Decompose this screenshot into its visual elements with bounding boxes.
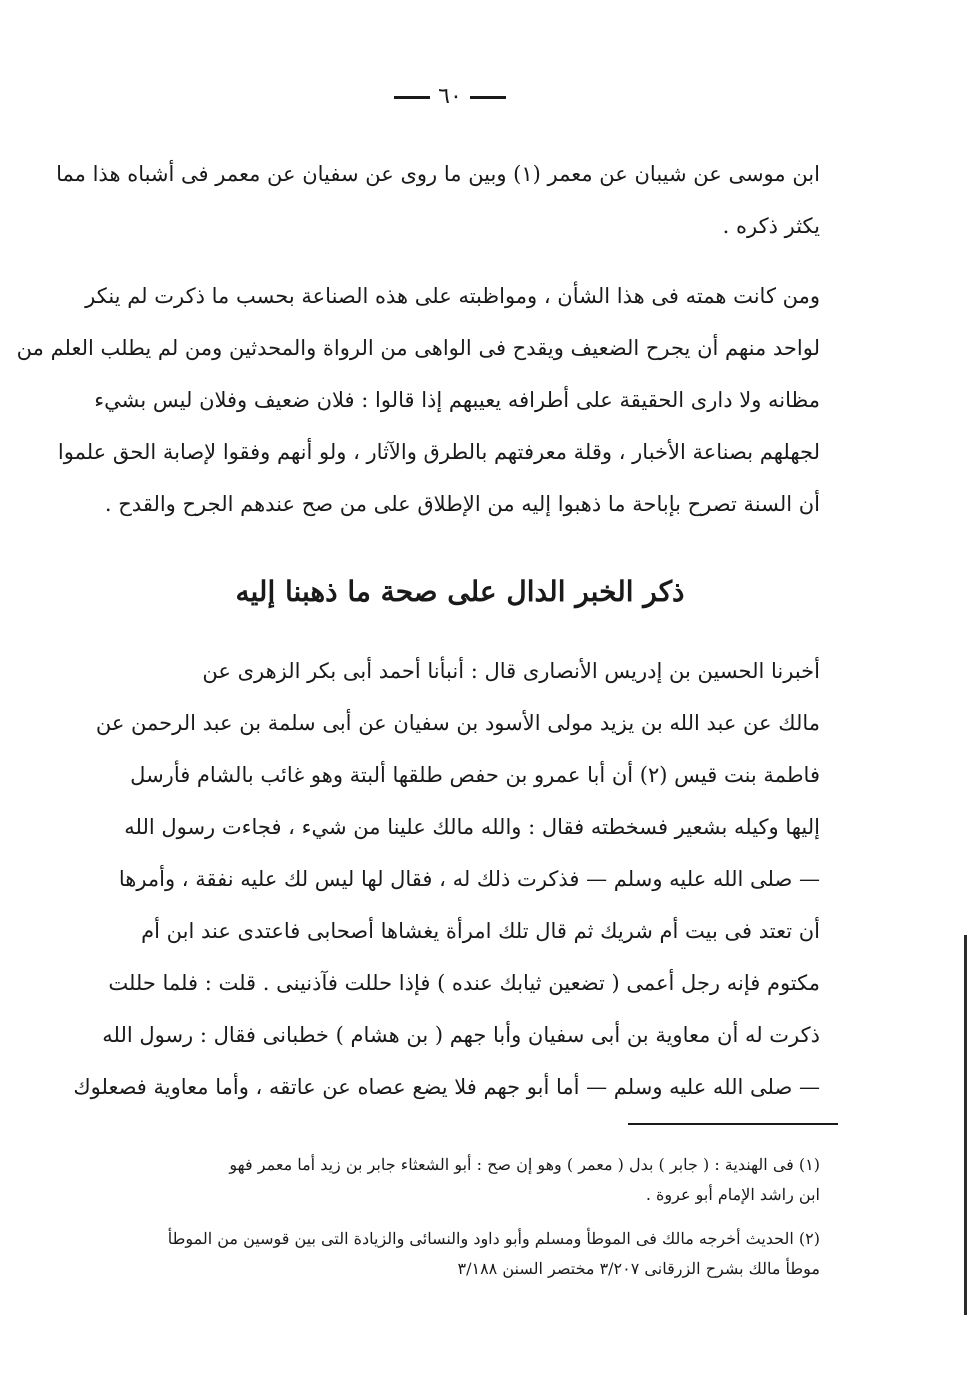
page-number-dash-left	[470, 96, 506, 99]
footnote-divider	[628, 1123, 838, 1125]
paragraph-2-line: أن السنة تصرح بإباحة ما ذهبوا إليه من الإطلاق على من صح عندهم الجرح والقدح .	[104, 492, 820, 516]
page-number	[0, 84, 900, 109]
paragraph-1	[56, 148, 820, 252]
paragraph-3-line: ذكرت له أن معاوية بن أبى سفيان وأبا جهم ( بن هشام ) خطبانى فقال : رسول الله	[102, 1023, 820, 1047]
paragraph-3-line: — صلى الله عليه وسلم — فذكرت ذلك له ، فقال لها ليس لك عليه نفقة ، وأمرها	[118, 867, 820, 891]
paragraph-2-line: ومن كانت همته فى هذا الشأن ، ومواظبته على هذه الصناعة بحسب ما ذكرت لم ينكر	[85, 284, 820, 308]
paragraph-2-line: لجهلهم بصناعة الأخبار ، وقلة معرفتهم بالطرق والآثار ، ولو أنهم وفقوا لإصابة الحق علموا	[57, 440, 820, 464]
paragraph-3-line: فاطمة بنت قيس (٢) أن أبا عمرو بن حفص طلقها ألبتة وهو غائب بالشام فأرسل	[130, 763, 820, 787]
paragraph-1-line: ابن موسى عن شيبان عن معمر (١) وبين ما روى عن سفيان عن معمر فى أشباه هذا مما	[56, 162, 820, 186]
paragraph-3-line: مالك عن عبد الله بن يزيد مولى الأسود بن سفيان عن أبى سلمة بن عبد الرحمن عن	[95, 711, 820, 735]
paragraph-2-line: مظانه ولا دارى الحقيقة على أطرافه يعيبهم إذا قالوا : فلان ضعيف وفلان ليس بشيء	[94, 388, 820, 412]
paragraph-2-line: لواحد منهم أن يجرح الضعيف ويقدح فى الواهى من الرواة والمحدثين ومن لم يطلب العلم من	[16, 336, 820, 360]
scan-edge-mark	[964, 935, 967, 1315]
footnote-1-line: ابن راشد الإمام أبو عروة .	[645, 1185, 820, 1204]
paragraph-1-line: يكثر ذكره .	[722, 214, 820, 238]
page-number-text: ٦٠	[438, 84, 462, 109]
section-heading: ذكر الخبر الدال على صحة ما ذهبنا إليه	[235, 575, 685, 608]
paragraph-3-line: إليها وكيله بشعير فسخطته فقال : والله مالك علينا من شيء ، فجاءت رسول الله	[124, 815, 820, 839]
paragraph-3-line: أخبرنا الحسين بن إدريس الأنصارى قال : أنبأنا أحمد أبى بكر الزهرى عن	[202, 659, 820, 683]
paragraph-3-line: مكتوم فإنه رجل أعمى ( تضعين ثيابك عنده ) فإذا حللت فآذنينى . قلت : فلما حللت	[108, 971, 820, 995]
paragraph-3-line: أن تعتد فى بيت أم شريك ثم قال تلك امرأة يغشاها أصحابى فاعتدى عند ابن أم	[141, 919, 820, 943]
page-number-dash-right	[394, 96, 430, 99]
footnote-1-line: (١) فى الهندية : ( جابر ) بدل ( معمر ) وهو إن صح : أبو الشعثاء جابر بن زيد أما معمر فهو	[229, 1155, 820, 1174]
paragraph-2	[16, 270, 820, 530]
paragraph-3	[73, 645, 820, 1113]
footnote-2-line: (٢) الحديث أخرجه مالك فى الموطأ ومسلم وأبو داود والنسائى والزيادة التى بين قوسين من الموطأ	[167, 1229, 820, 1248]
footnotes	[110, 1150, 820, 1284]
paragraph-3-line: — صلى الله عليه وسلم — أما أبو جهم فلا يضع عصاه عن عاتقه ، وأما معاوية فصعلوك	[73, 1075, 820, 1099]
footnote-2-line: موطأ مالك بشرح الزرقانى ٣/٢٠٧ مختصر السنن ٣/١٨٨	[457, 1259, 820, 1278]
